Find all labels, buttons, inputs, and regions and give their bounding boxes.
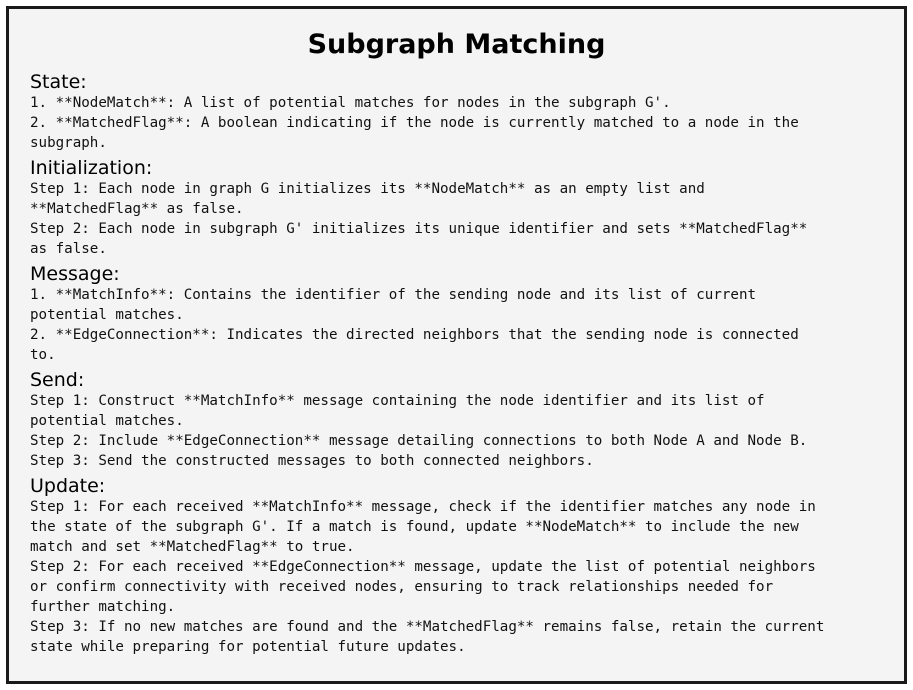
text-line: potential matches. [30, 413, 184, 429]
section-heading: Initialization: [30, 157, 153, 179]
text-line: Step 3: Send the constructed messages to both connected neighbors. [30, 453, 594, 469]
text-line: further matching. [30, 599, 176, 615]
section-send [30, 367, 890, 471]
section-body [30, 391, 890, 471]
text-line: match and set **MatchedFlag** to true. [30, 539, 355, 555]
text-line: state while preparing for potential future updates. [30, 639, 466, 655]
section-heading: Message: [30, 263, 120, 285]
text-line: the state of the subgraph G'. If a match is found, update **NodeMatch** to include the new [30, 519, 799, 535]
section-body [30, 179, 890, 259]
text-line: potential matches. [30, 307, 184, 323]
text-line: Step 1: For each received **MatchInfo** message, check if the identifier matches any node in [30, 499, 816, 515]
text-line: Step 2: For each received **EdgeConnection** message, update the list of potential neighbors [30, 559, 816, 575]
section-initialization [30, 155, 890, 259]
section-update [30, 473, 890, 657]
section-heading: State: [30, 71, 87, 93]
text-line: to. [30, 347, 56, 363]
document-content [30, 69, 890, 659]
text-line: subgraph. [30, 135, 107, 151]
text-line: 2. **EdgeConnection**: Indicates the directed neighbors that the sending node is connected [30, 327, 799, 343]
section-body [30, 497, 890, 657]
text-line: as false. [30, 241, 107, 257]
section-heading: Send: [30, 369, 85, 391]
text-line: Step 1: Each node in graph G initializes its **NodeMatch** as an empty list and [30, 181, 705, 197]
text-line: Step 3: If no new matches are found and the **MatchedFlag** remains false, retain the current [30, 619, 825, 635]
text-line: 1. **NodeMatch**: A list of potential matches for nodes in the subgraph G'. [30, 95, 671, 111]
section-message [30, 261, 890, 365]
text-line: Step 1: Construct **MatchInfo** message containing the node identifier and its list of [30, 393, 765, 409]
section-body [30, 285, 890, 365]
text-line: Step 2: Include **EdgeConnection** message detailing connections to both Node A and Node B. [30, 433, 808, 449]
text-line: Step 2: Each node in subgraph G' initializes its unique identifier and sets **MatchedFlag** [30, 221, 808, 237]
text-line: **MatchedFlag** as false. [30, 201, 244, 217]
document-title: Subgraph Matching [307, 29, 606, 60]
text-line: or confirm connectivity with received nodes, ensuring to track relationships needed for [30, 579, 774, 595]
section-state [30, 69, 890, 153]
document-card [6, 6, 907, 684]
section-heading: Update: [30, 475, 106, 497]
text-line: 2. **MatchedFlag**: A boolean indicating if the node is currently matched to a node in the [30, 115, 799, 131]
text-line: 1. **MatchInfo**: Contains the identifier of the sending node and its list of current [30, 287, 757, 303]
section-body [30, 93, 890, 153]
